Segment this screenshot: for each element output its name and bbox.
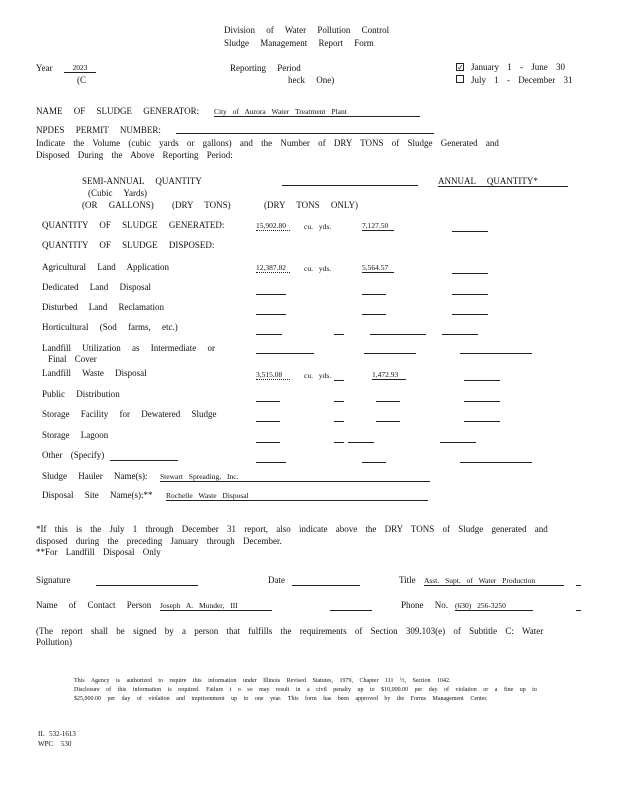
storage-facility-unit-field[interactable] <box>334 411 344 422</box>
landfill-waste-unit-field[interactable] <box>334 371 344 381</box>
hauler-field[interactable]: Stewart Spreading, Inc. <box>160 472 430 482</box>
storage-facility-label: Storage Facility for Dewatered Sludge <box>42 409 217 419</box>
disturbed-tons-field[interactable] <box>362 304 386 315</box>
annual-header: ANNUAL QUANTITY* <box>438 176 538 186</box>
phone-field[interactable]: (630) 256-3250 <box>455 601 533 611</box>
generated-label: QUANTITY OF SLUDGE GENERATED: <box>42 220 225 230</box>
contact-extra-field[interactable] <box>330 600 372 611</box>
landfill-utilization-volume-field[interactable] <box>256 343 314 354</box>
title-field-end <box>576 575 581 586</box>
other-specify-label: Other (Specify) <box>42 450 105 460</box>
phone-label: Phone No. <box>401 600 448 610</box>
storage-facility-tons-field[interactable] <box>376 411 400 422</box>
disclosure-line1: This Agency is authorized to require this information under Illinois Revised Statutes, 1979, Chapter 111 ½, Section 1042. <box>74 678 451 684</box>
horticultural-annual-field[interactable] <box>442 324 478 335</box>
generator-field[interactable]: City of Aurora Water Treatment Plant <box>214 107 420 117</box>
year-note: (C <box>77 75 86 85</box>
semi-annual-header: SEMI-ANNUAL QUANTITY <box>82 176 202 186</box>
form-code-wpc: WPC 530 <box>38 740 72 748</box>
title-label: Title <box>399 575 416 585</box>
agricultural-volume-field[interactable]: 12,387.82 <box>256 263 290 273</box>
horticultural-volume-field[interactable] <box>256 324 282 335</box>
july-december-label: July 1 - December 31 <box>471 75 573 85</box>
cubic-yards-header: (Cubic Yards) <box>88 188 148 198</box>
footnote-line3: **For Landfill Disposal Only <box>36 547 161 557</box>
landfill-utilization-label2: Final Cover <box>48 354 97 364</box>
horticultural-tons-field[interactable] <box>370 324 426 335</box>
signature-label: Signature <box>36 575 71 585</box>
date-field[interactable] <box>292 575 360 586</box>
lagoon-tons-field[interactable] <box>348 432 374 443</box>
disturbed-volume-field[interactable] <box>256 304 286 315</box>
lagoon-annual-field[interactable] <box>440 432 476 443</box>
year-label: Year <box>36 63 53 73</box>
year-field[interactable]: 2023 <box>64 63 96 73</box>
storage-facility-volume-field[interactable] <box>256 411 280 422</box>
form-code-il: IL 532-1613 <box>38 730 76 738</box>
dedicated-tons-field[interactable] <box>362 284 386 295</box>
generated-unit: cu. yds. <box>304 222 332 231</box>
generator-label: NAME OF SLUDGE GENERATOR: <box>36 106 200 116</box>
footnote-line2: disposed during the preceding January through December. <box>36 536 282 546</box>
landfill-utilization-annual-field[interactable] <box>460 343 532 354</box>
dry-tons-header: (DRY TONS) <box>172 200 231 210</box>
or-gallons-header: (OR GALLONS) <box>82 200 154 210</box>
storage-lagoon-label: Storage Lagoon <box>42 430 109 440</box>
disposed-heading: QUANTITY OF SLUDGE DISPOSED: <box>42 240 215 250</box>
january-june-label: January 1 - June 30 <box>471 62 565 72</box>
generated-annual-field[interactable] <box>452 221 488 232</box>
public-unit-field[interactable] <box>334 391 344 402</box>
horticultural-label: Horticultural (Sod farms, etc.) <box>42 322 178 332</box>
landfill-waste-tons-field[interactable]: 1,472.93 <box>372 370 406 380</box>
landfill-waste-label: Landfill Waste Disposal <box>42 368 147 378</box>
phone-field-end <box>576 600 581 611</box>
date-label: Date <box>268 575 285 585</box>
public-volume-field[interactable] <box>256 391 280 402</box>
disclosure-line2: Disclosure of this information is required. Failure t o so may result in a civil penalty up to $10,000.00 per day of violation or a fine up to <box>74 687 537 693</box>
checkmark-icon: ✓ <box>457 63 464 72</box>
landfill-waste-annual-field[interactable] <box>464 371 500 381</box>
january-june-checkbox[interactable] <box>456 62 464 72</box>
contact-label: Name of Contact Person <box>36 600 152 610</box>
npdes-field[interactable] <box>176 124 434 134</box>
npdes-label: NPDES PERMIT NUMBER: <box>36 125 161 135</box>
disposal-site-label: Disposal Site Name(s):** <box>42 490 153 500</box>
contact-field[interactable]: Joseph A. Munder, III <box>160 601 272 611</box>
dry-tons-only-header: (DRY TONS ONLY) <box>264 200 358 210</box>
agricultural-unit: cu. yds. <box>304 264 332 273</box>
public-distribution-label: Public Distribution <box>42 389 120 399</box>
lagoon-volume-field[interactable] <box>256 432 280 443</box>
dedicated-volume-field[interactable] <box>256 284 286 295</box>
public-tons-field[interactable] <box>376 391 400 402</box>
july-december-checkbox[interactable] <box>456 75 464 85</box>
dedicated-annual-field[interactable] <box>452 284 488 295</box>
annual-header-line <box>438 176 568 187</box>
generated-volume-field[interactable]: 15,902.80 <box>256 221 290 231</box>
check-one-note: heck One) <box>288 75 335 85</box>
instructions-line2: Disposed During the Above Reporting Period: <box>36 150 233 160</box>
dedicated-label: Dedicated Land Disposal <box>42 282 151 292</box>
public-annual-field[interactable] <box>464 391 500 402</box>
certification-line2: Pollution) <box>36 637 73 647</box>
storage-facility-annual-field[interactable] <box>464 411 500 422</box>
instructions-line1: Indicate the Volume (cubic yards or gallons) and the Number of DRY TONS of Sludge Generated and <box>36 138 499 148</box>
footnote-line1: *If this is the July 1 through December 31 report, also indicate above the DRY TONS of Sludge generated and <box>36 524 548 534</box>
disturbed-label: Disturbed Land Reclamation <box>42 302 164 312</box>
disclosure-line3: $25,000.00 per day of violation and imprisonment up to one year. This form has been approved by the Forms Management Center. <box>74 696 488 702</box>
horticultural-unit-field[interactable] <box>334 324 344 335</box>
generated-tons-field[interactable]: 7,127.50 <box>362 221 394 231</box>
landfill-utilization-tons-field[interactable] <box>364 343 416 354</box>
certification-line1: (The report shall be signed by a person that fulfills the requirements of Section 309.103(e) of Subtitle C: Water <box>36 626 544 636</box>
agricultural-tons-field[interactable]: 5,564.57 <box>362 263 394 273</box>
other-specify-field[interactable] <box>110 450 178 461</box>
signature-field[interactable] <box>96 575 198 586</box>
header-division: Division of Water Pollution Control <box>224 25 390 35</box>
disposal-site-field[interactable]: Rochelle Waste Disposal <box>166 491 428 501</box>
semi-annual-header-line <box>282 175 418 186</box>
header-form-title: Sludge Management Report Form <box>224 38 374 48</box>
hauler-label: Sludge Hauler Name(s): <box>42 471 148 481</box>
lagoon-unit-field[interactable] <box>334 432 344 443</box>
landfill-waste-unit: cu. yds. <box>304 371 332 380</box>
agricultural-annual-field[interactable] <box>452 263 488 274</box>
reporting-period-label: Reporting Period <box>230 63 301 73</box>
other-annual-field[interactable] <box>460 452 532 463</box>
disturbed-annual-field[interactable] <box>452 304 488 315</box>
landfill-waste-volume-field[interactable]: 3,515.08 <box>256 370 290 380</box>
agricultural-label: Agricultural Land Application <box>42 262 169 272</box>
other-tons-field[interactable] <box>362 452 386 463</box>
title-field[interactable]: Asst. Supt. of Water Production <box>424 576 564 586</box>
other-volume-field[interactable] <box>256 452 286 463</box>
landfill-utilization-label: Landfill Utilization as Intermediate or <box>42 343 215 353</box>
